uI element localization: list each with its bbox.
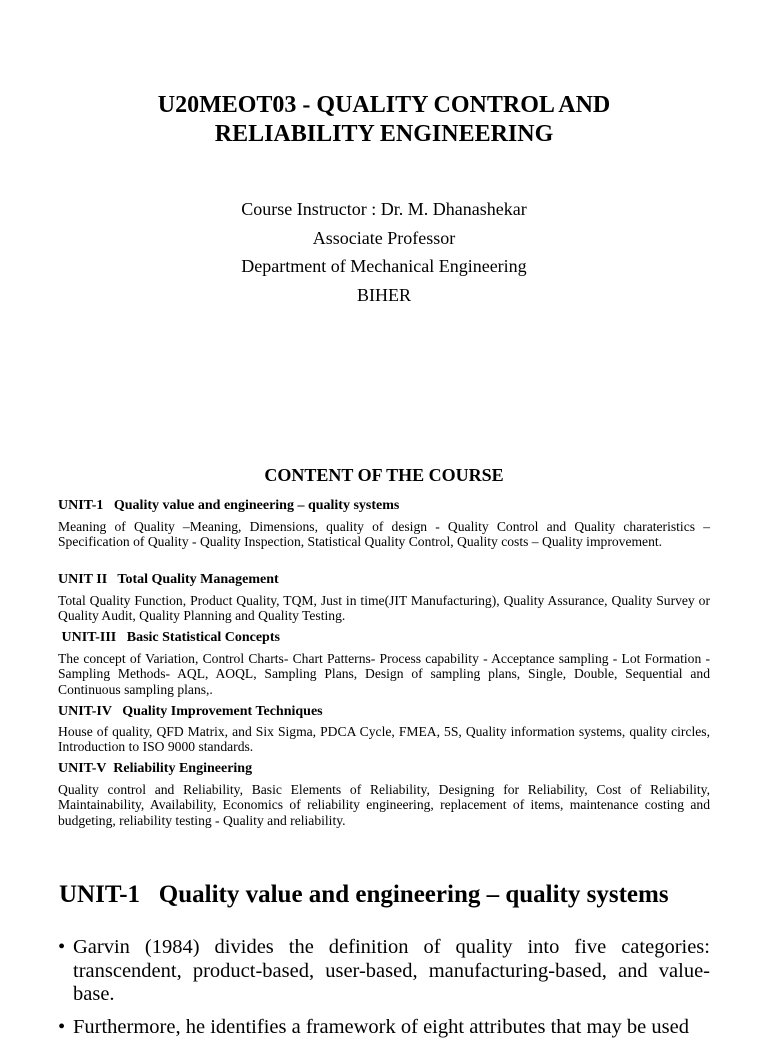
unit-3-title: UNIT-III Basic Statistical Concepts — [58, 630, 280, 645]
unit-5-description: Quality control and Reliability, Basic Elements of Reliability, Designing for Reliability, Cost of Reliability, Maintainability, Availability, Economics of reliability engineering, replacement of items, maintenance costing and budgeting, reliability testing - Quality and reliability. — [58, 782, 710, 828]
unit-2-description: Total Quality Function, Product Quality, TQM, Just in time(JIT Manufacturing), Quality Assurance, Quality Survey or Quality Audit, Quality Planning and Quality Testing. — [58, 593, 710, 624]
unit-4-description: House of quality, QFD Matrix, and Six Sigma, PDCA Cycle, FMEA, 5S, Quality information systems, quality circles, Introduction to ISO 9000 standards. — [58, 724, 710, 755]
instructor-block — [60, 195, 708, 309]
course-title-line-2: RELIABILITY ENGINEERING — [214, 121, 554, 147]
instructor-designation: Associate Professor — [312, 227, 456, 248]
instructor-department: Department of Mechanical Engineering — [241, 256, 527, 276]
unit-4-title: UNIT-IV Quality Improvement Techniques — [58, 704, 323, 719]
bullet-list — [58, 936, 710, 1048]
unit-1-title: UNIT-1 Quality value and engineering – quality systems — [58, 498, 400, 513]
bullet-item — [58, 936, 710, 1007]
slide-heading: UNIT-1 Quality value and engineering – quality systems — [59, 881, 669, 908]
bullet-icon: • — [58, 1015, 66, 1038]
bullet-icon: • — [58, 936, 66, 958]
bullet-item — [58, 1016, 710, 1040]
unit-2-title: UNIT II Total Quality Management — [58, 572, 279, 587]
course-title-line-1: U20MEOT03 - QUALITY CONTROL AND — [157, 92, 611, 118]
bullet-text: Furthermore, he identifies a framework of eight attributes that may be used — [73, 1015, 689, 1038]
bullet-text: Garvin (1984) divides the definition of quality into five categories: transcendent, product-based, user-based, manufacturing-based, and value-base. — [73, 936, 710, 1005]
instructor-name: Course Instructor : Dr. M. Dhanashekar — [241, 199, 527, 219]
unit-1-description: Meaning of Quality –Meaning, Dimensions, quality of design - Quality Control and Quality charateristics – Specification of Quality - Quality Inspection, Statistical Quality Control, Quality costs – Quality improvement. — [58, 519, 710, 550]
content-heading: CONTENT OF THE COURSE — [264, 465, 504, 485]
unit-5-title: UNIT-V Reliability Engineering — [58, 761, 253, 776]
unit-3-description: The concept of Variation, Control Charts- Chart Patterns- Process capability - Acceptance sampling - Lot Formation - Sampling Methods- AQL, AOQL, Sampling Plans, Design of sampling plans, Single, Double, Sequential and Continuous sampling plans,. — [58, 651, 710, 697]
instructor-institution: BIHER — [357, 284, 411, 305]
course-title — [60, 91, 708, 149]
